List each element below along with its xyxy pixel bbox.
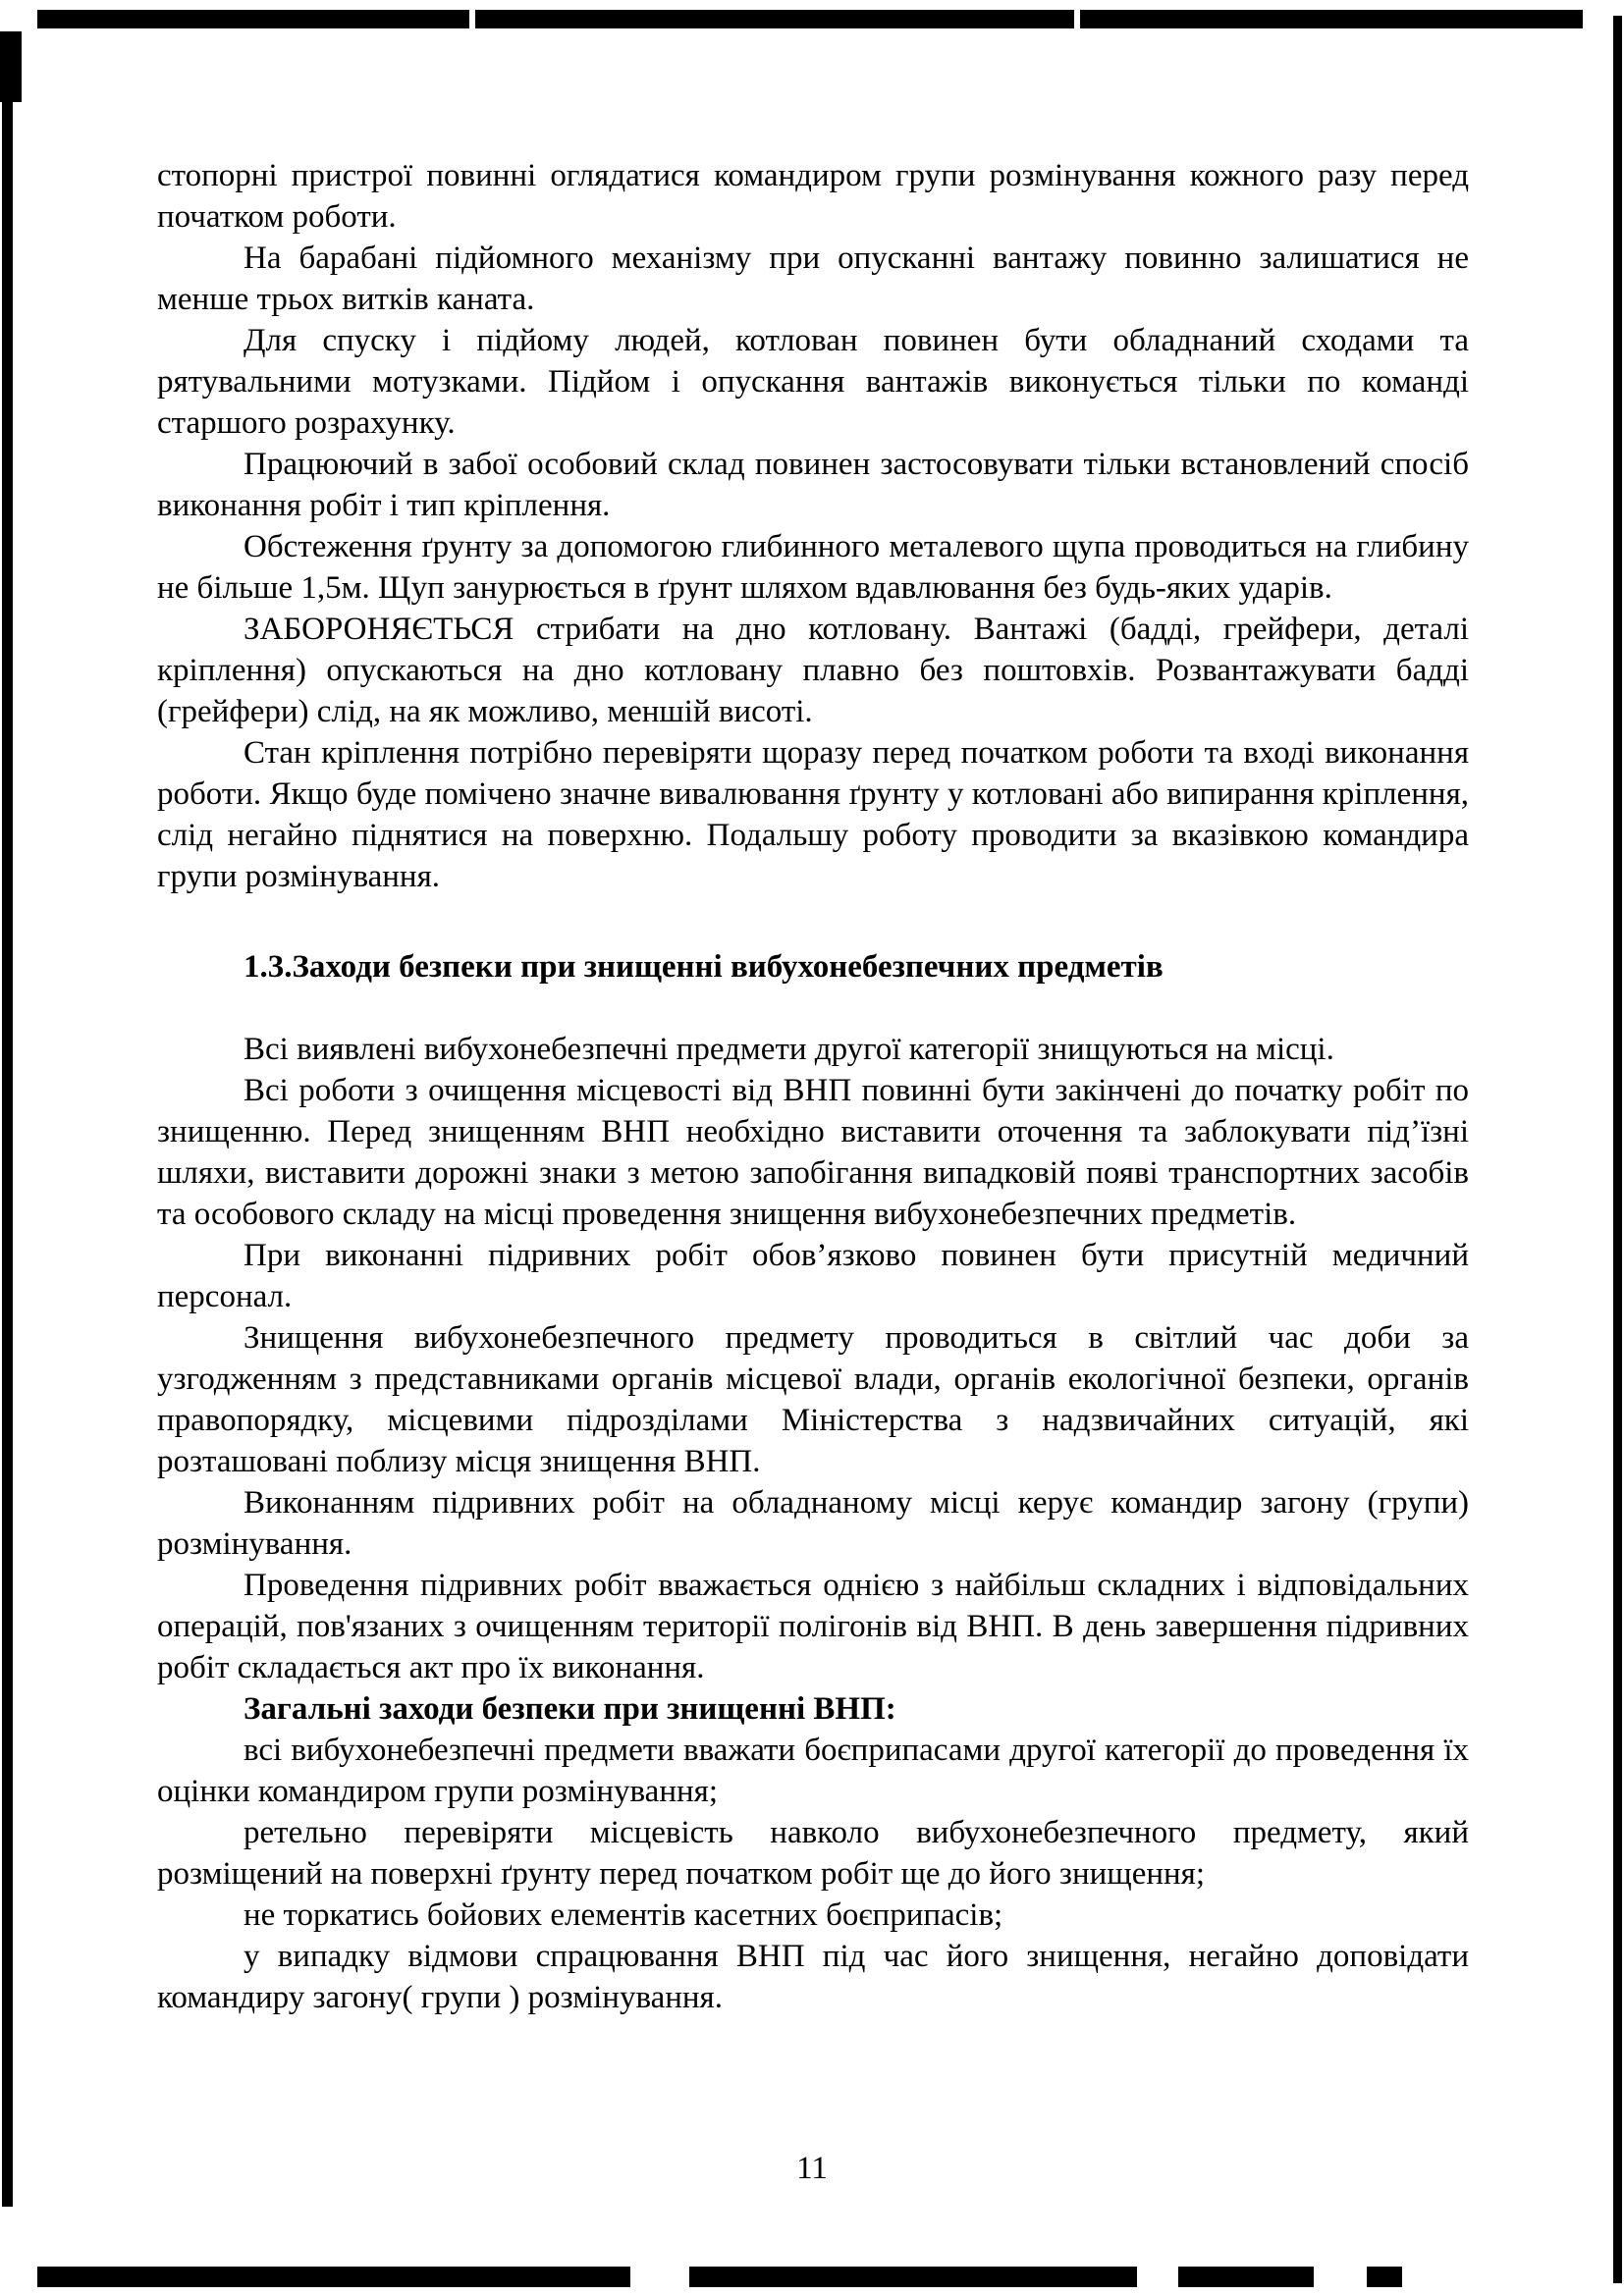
paragraph: Стан кріплення потрібно перевіряти щоразу перед початком роботи та вході виконання роботи. Якщо буде помічено значне вивалювання ґрунту у котловані або випирання кріплення, слід негайно піднятися на поверхню. Подальшу роботу проводити за вказівкою командира групи розмінування. <box>157 735 1469 894</box>
paragraph: ЗАБОРОНЯЄТЬСЯ стрибати на дно котловану. Вантажі (бадді, грейфери, деталі кріплення) опускаються на дно котловану плавно без поштовхів. Розвантажувати бадді (грейфери) слід, на як можливо, меншій висоті. <box>157 612 1469 729</box>
paragraph: Для спуску і підйому людей, котлован повинен бути обладнаний сходами та рятувальними мотузками. Підйом і опускання вантажів виконується тільки по команді старшого розрахунку. <box>157 323 1469 441</box>
scan-artifact-bottom <box>1178 2267 1314 2287</box>
paragraph: При виконанні підривних робіт обов’язково повинен бути присутній медичний персонал. <box>157 1238 1469 1314</box>
paragraph: Обстеження ґрунту за допомогою глибинного металевого щупа проводиться на глибину не більше 1,5м. Щуп занурюється в ґрунт шляхом вдавлювання без будь-яких ударів. <box>157 529 1469 606</box>
paragraph: Виконанням підривних робіт на обладнаному місці керує командир загону (групи) розмінування. <box>157 1485 1469 1562</box>
scan-artifact-top <box>475 10 1074 28</box>
scan-artifact-bottom <box>37 2267 630 2287</box>
paragraph: всі вибухонебезпечні предмети вважати боєприпасами другої категорії до проведення їх оцінки командиром групи розмінування; <box>157 1733 1469 1809</box>
paragraph: не торкатись бойових елементів касетних боєприпасів; <box>244 1897 1003 1933</box>
paragraph: ретельно перевіряти місцевість навколо вибухонебезпечного предмету, який розміщений на поверхні ґрунту перед початком робіт ще до його знищення; <box>157 1815 1469 1892</box>
scan-artifact-left <box>2 33 13 2207</box>
section-heading: 1.3.Заходи безпеки при знищенні вибухонебезпечних предметів <box>244 949 1164 985</box>
paragraph: Проведення підривних робіт вважається однією з найбільш складних і відповідальних операцій, пов'язаних з очищенням території полігонів від ВНП. В день завершення підривних робіт складається акт про їх виконання. <box>157 1568 1469 1685</box>
paragraph: Знищення вибухонебезпечного предмету проводиться в світлий час доби за узгодженням з представниками органів місцевої влади, органів екологічної безпеки, органів правопорядку, місцевими підрозділами Міністерства з надзвичайних ситуацій, які розташовані поблизу місця знищення ВНП. <box>157 1320 1469 1479</box>
paragraph: стопорні пристрої повинні оглядатися командиром групи розмінування кожного разу перед початком роботи. <box>157 158 1469 235</box>
paragraph: Працюючий в забої особовий склад повинен застосовувати тільки встановлений спосіб виконання робіт і тип кріплення. <box>157 447 1469 523</box>
paragraph: Всі виявлені вибухонебезпечні предмети другої категорії знищуються на місці. <box>244 1032 1334 1067</box>
paragraph: Всі роботи з очищення місцевості від ВНП повинні бути закінчені до початку робіт по знищенню. Перед знищенням ВНП необхідно виставити оточення та заблокувати під’їзні шляхи, виставити дорожні знаки з метою запобігання випадковій появі транспортних засобів та особового складу на місці проведення знищення вибухонебезпечних предметів. <box>157 1073 1469 1232</box>
scan-artifact-top <box>1080 10 1583 28</box>
scan-artifact-bottom <box>689 2267 1137 2287</box>
page-body-text <box>157 155 1469 2018</box>
scan-artifact-top <box>37 10 469 28</box>
paragraph: На барабані підйомного механізму при опусканні вантажу повинно залишатися не менше трьох витків каната. <box>157 240 1469 317</box>
page-number: 11 <box>796 2151 828 2186</box>
subsection-lead: Загальні заходи безпеки при знищенні ВНП: <box>244 1691 896 1727</box>
scan-artifact-bottom <box>1367 2267 1402 2287</box>
paragraph: у випадку відмови спрацювання ВНП під час його знищення, негайно доповідати командиру загону( групи ) розмінування. <box>157 1939 1469 2015</box>
scan-artifact-right <box>1613 16 1622 2283</box>
